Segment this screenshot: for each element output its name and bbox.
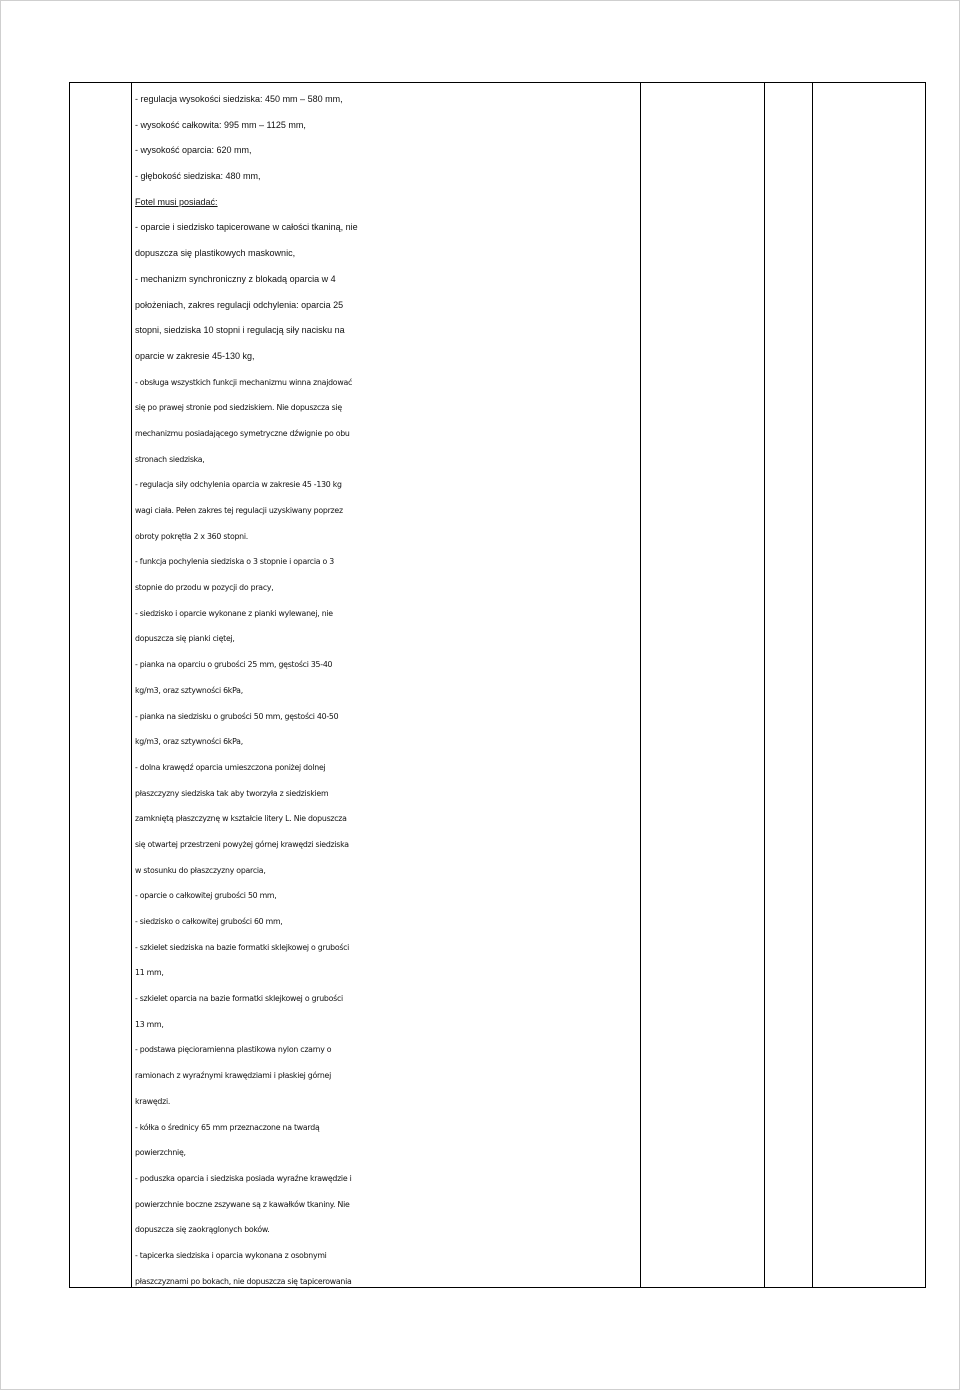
offered-parameters-cell bbox=[641, 83, 764, 1287]
description-line: w stosunku do płaszczyzny oparcia, bbox=[135, 865, 266, 875]
row-number-cell bbox=[70, 83, 131, 1287]
description-line: - oparcie o całkowitej grubości 50 mm, bbox=[135, 891, 277, 901]
description-line: 11 mm, bbox=[135, 968, 164, 978]
description-cell bbox=[132, 83, 640, 1287]
description-line: - wysokość całkowita: 995 mm – 1125 mm, bbox=[135, 119, 306, 130]
description-line: - dolna krawędź oparcia umieszczona poniżej dolnej bbox=[135, 762, 326, 772]
description-line: powierzchnie boczne zszywane są z kawałków tkaniny. Nie bbox=[135, 1199, 350, 1209]
description-line: mechanizmu posiadającego symetryczne dźwignie po obu bbox=[135, 428, 350, 438]
description-line: powierzchnię, bbox=[135, 1148, 186, 1158]
description-line: zamkniętą płaszczyznę w kształcie litery L. Nie dopuszcza bbox=[135, 814, 347, 824]
description-line: się otwartej przestrzeni powyżej górnej krawędzi siedziska bbox=[135, 839, 349, 849]
description-line: - regulacja siły odchylenia oparcia w zakresie 45 -130 kg bbox=[135, 480, 342, 490]
description-line: - tapicerka siedziska i oparcia wykonana z osobnymi bbox=[135, 1250, 327, 1260]
description-line: położeniach, zakres regulacji odchylenia: oparcia 25 bbox=[135, 299, 344, 310]
description-line: Fotel musi posiadać: bbox=[135, 196, 218, 207]
description-line: - kółka o średnicy 65 mm przeznaczone na twardą bbox=[135, 1122, 320, 1132]
description-line: płaszczyznami po bokach, nie dopuszcza się tapicerowania bbox=[135, 1276, 352, 1286]
description-line: - pianka na oparciu o grubości 25 mm, gęstości 35-40 bbox=[135, 660, 333, 670]
description-line: stronach siedziska, bbox=[135, 454, 205, 464]
description-line: - wysokość oparcia: 620 mm, bbox=[135, 145, 252, 156]
description-line: - oparcie i siedzisko tapicerowane w całości tkaniną, nie bbox=[135, 222, 358, 233]
description-line: - funkcja pochylenia siedziska o 3 stopnie i oparcia o 3 bbox=[135, 557, 334, 567]
description-line: oparcie w zakresie 45-130 kg, bbox=[135, 350, 255, 361]
price-cell bbox=[813, 83, 926, 1287]
description-line: - siedzisko i oparcie wykonane z pianki wylewanej, nie bbox=[135, 608, 333, 618]
description-line: - głębokość siedziska: 480 mm, bbox=[135, 171, 261, 182]
description-line: - regulacja wysokości siedziska: 450 mm – 580 mm, bbox=[135, 94, 343, 104]
description-line: płaszczyzny siedziska tak aby tworzyła z siedziskiem bbox=[135, 788, 329, 798]
description-line: - poduszka oparcia i siedziska posiada wyraźne krawędzie i bbox=[135, 1173, 352, 1183]
quantity-cell bbox=[765, 83, 812, 1287]
description-line: - obsługa wszystkich funkcji mechanizmu winna znajdować bbox=[135, 377, 353, 387]
description-line: dopuszcza się plastikowych maskownic, bbox=[135, 248, 296, 259]
description-line: - szkielet oparcia na bazie formatki sklejkowej o grubości bbox=[135, 994, 343, 1004]
description-line: wagi ciała. Pełen zakres tej regulacji uzyskiwany poprzez bbox=[135, 506, 343, 515]
description-line: dopuszcza się pianki ciętej, bbox=[135, 634, 235, 644]
description-line: ramionach z wyraźnymi krawędziami i płaskiej górnej bbox=[135, 1071, 331, 1081]
description-line: dopuszcza się zaokrąglonych boków. bbox=[135, 1225, 270, 1235]
description-line: - siedzisko o całkowitej grubości 60 mm, bbox=[135, 917, 283, 926]
description-line: 13 mm, bbox=[135, 1019, 164, 1029]
description-line: - pianka na siedzisku o grubości 50 mm, gęstości 40-50 bbox=[135, 711, 339, 721]
description-line: - szkielet siedziska na bazie formatki sklejkowej o grubości bbox=[135, 942, 350, 952]
description-line: kg/m3, oraz sztywności 6kPa, bbox=[135, 685, 243, 695]
description-line: się po prawej stronie pod siedziskiem. Nie dopuszcza się bbox=[135, 403, 342, 413]
description-line: kg/m3, oraz sztywności 6kPa, bbox=[135, 737, 243, 747]
specification-table bbox=[69, 82, 926, 1288]
description-line: stopni, siedziska 10 stopni i regulacją siły nacisku na bbox=[135, 325, 345, 336]
description-line: obroty pokrętła 2 x 360 stopni. bbox=[135, 531, 249, 541]
description-line: krawędzi. bbox=[135, 1096, 171, 1106]
description-line: stopnie do przodu w pozycji do pracy, bbox=[135, 583, 274, 593]
description-line: - podstawa pięcioramienna plastikowa nylon czarny o bbox=[135, 1045, 332, 1055]
description-line: - mechanizm synchroniczny z blokadą oparcia w 4 bbox=[135, 273, 336, 284]
